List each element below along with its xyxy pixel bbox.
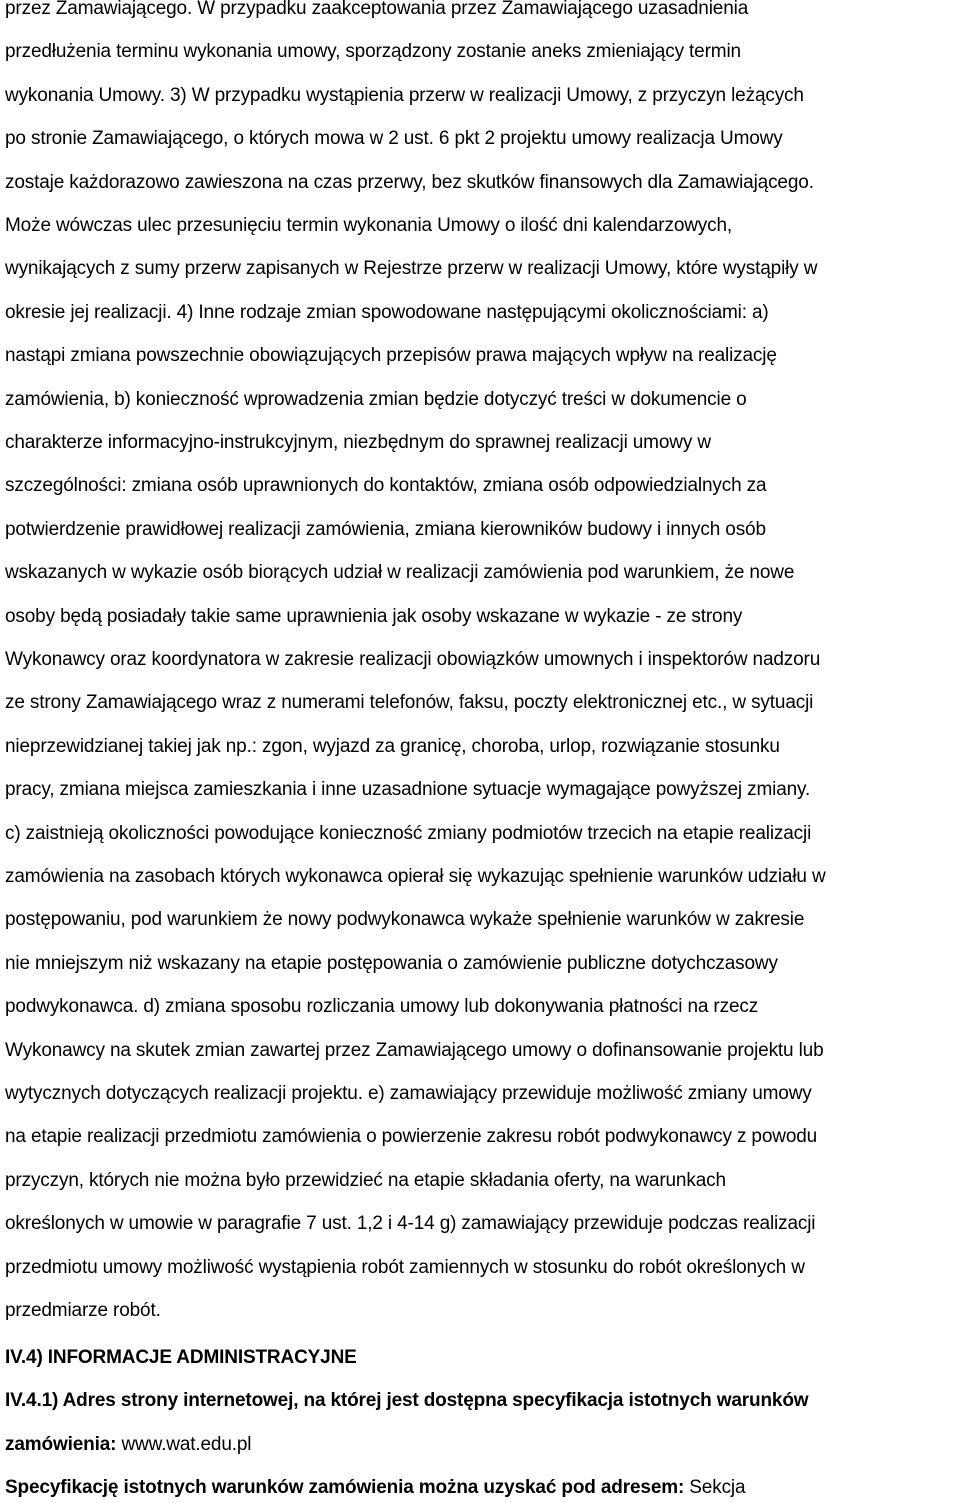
text-line: zamówienia na zasobach których wykonawca opierał się wykazując spełnienie warunków udziału w [5, 866, 826, 887]
text-line: zamówienia, b) konieczność wprowadzenia zmian będzie dotyczyć treści w dokumencie o [5, 388, 747, 410]
text-line: wytycznych dotyczących realizacji projektu. e) zamawiający przewiduje możliwość zmiany umowy [5, 1083, 812, 1104]
text-line: podwykonawca. d) zmiana sposobu rozliczania umowy lub dokonywania płatności na rzecz [5, 996, 759, 1018]
text-line: przedmiotu umowy możliwość wystąpienia robót zamiennych w stosunku do robót określonych w [5, 1256, 805, 1278]
text-line: postępowaniu, pod warunkiem że nowy podwykonawca wykaże spełnienie warunków w zakresie [5, 909, 805, 931]
text-line: szczególności: zmiana osób uprawnionych do kontaktów, zmiana osób odpowiedzialnych za [5, 475, 767, 497]
text-line: przedłużenia terminu wykonania umowy, sporządzony zostanie aneks zmieniający termin [5, 41, 741, 63]
text-line: zostaje każdorazowo zawieszona na czas przerwy, bez skutków finansowych dla Zamawiającego. [5, 171, 814, 193]
text-line: pracy, zmiana miejsca zamieszkania i inne uzasadnione sytuacje wymagające powyższej zmiany. [5, 779, 811, 801]
text-line: ze strony Zamawiającego wraz z numerami telefonów, faksu, poczty elektronicznej etc., w sytuacji [5, 692, 814, 714]
text-line: charakterze informacyjno-instrukcyjnym, niezbędnym do sprawnej realizacji umowy w [5, 432, 711, 453]
text-line: Wykonawcy oraz koordynatora w zakresie realizacji obowiązków umownych i inspektorów nadzoru [5, 649, 821, 670]
text-line: c) zaistnieją okoliczności powodujące konieczność zmiany podmiotów trzecich na etapie realizacji [5, 822, 812, 844]
text-line: przez Zamawiającego. W przypadku zaakceptowania przez Zamawiającego uzasadnienia [5, 0, 749, 19]
text-line: wskazanych w wykazie osób biorących udział w realizacji zamówienia pod warunkiem, że nowe [5, 562, 795, 584]
text-line: okresie jej realizacji. 4) Inne rodzaje zmian spowodowane następującymi okolicznościami: a) [5, 301, 769, 323]
text-line: wykonania Umowy. 3) W przypadku wystąpienia przerw w realizacji Umowy, z przyczyn leżących [5, 84, 804, 106]
subsection-heading-tail: zamówienia: [5, 1434, 117, 1455]
text-line: osoby będą posiadały takie same uprawnienia jak osoby wskazane w wykazie - ze strony [5, 605, 743, 627]
text-line: określonych w umowie w paragrafie 7 ust. 1,2 i 4-14 g) zamawiający przewiduje podczas realizacji [5, 1213, 816, 1235]
subsection-heading: IV.4.1) Adres strony internetowej, na której jest dostępna specyfikacja istotnych warunków [5, 1390, 809, 1411]
text-line: po stronie Zamawiającego, o których mowa w 2 ust. 6 pkt 2 projektu umowy realizacja Umowy [5, 128, 783, 150]
subsection-heading-continued [5, 1434, 251, 1456]
text-line: Wykonawcy na skutek zmian zawartej przez Zamawiającego umowy o dofinansowanie projektu lub [5, 1039, 824, 1061]
text-line: przyczyn, których nie można było przewidzieć na etapie składania oferty, na warunkach [5, 1169, 726, 1191]
text-line: nieprzewidzianej takiej jak np.: zgon, wyjazd za granicę, choroba, urlop, rozwiązanie stosunku [5, 735, 780, 757]
text-line: na etapie realizacji przedmiotu zamówienia o powierzenie zakresu robót podwykonawcy z powodu [5, 1126, 818, 1148]
specification-address-value: Sekcja [684, 1477, 746, 1498]
text-line: przedmiarze robót. [5, 1300, 161, 1321]
text-line: nastąpi zmiana powszechnie obowiązujących przepisów prawa mających wpływ na realizację [5, 345, 777, 367]
text-line: potwierdzenie prawidłowej realizacji zamówienia, zmiana kierowników budowy i innych osób [5, 518, 766, 540]
section-heading: IV.4) INFORMACJE ADMINISTRACYJNE [5, 1347, 357, 1368]
text-line: nie mniejszym niż wskazany na etapie postępowania o zamówienie publiczne dotychczasowy [5, 952, 778, 974]
text-line: Może wówczas ulec przesunięciu termin wykonania Umowy o ilość dni kalendarzowych, [5, 215, 733, 236]
text-line: wynikających z sumy przerw zapisanych w Rejestrze przerw w realizacji Umowy, które wystąpiły w [5, 258, 818, 280]
website-url: www.wat.edu.pl [116, 1434, 252, 1455]
specification-address-line [5, 1477, 745, 1499]
specification-address-label: Specyfikację istotnych warunków zamówienia można uzyskać pod adresem: [5, 1477, 685, 1498]
